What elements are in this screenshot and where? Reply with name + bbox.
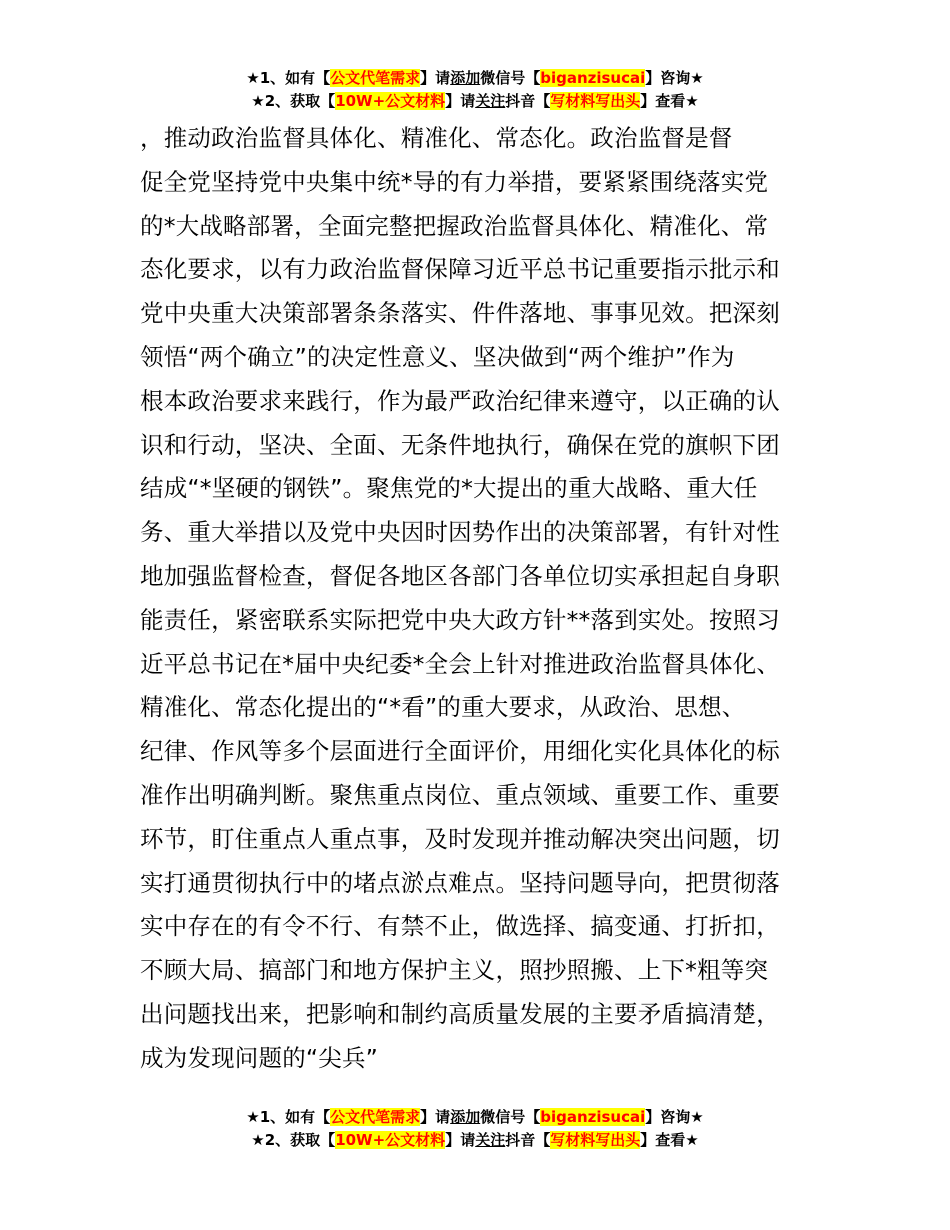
body-line: 能责任，紧密联系实际把党中央大政方针**落到实处。按照习 bbox=[140, 605, 781, 634]
document-body bbox=[140, 117, 816, 1081]
footer-highlight-douyin-account: 写材料写出头 bbox=[550, 1131, 641, 1149]
header-highlight-wechat-id: biganzisucai bbox=[540, 69, 646, 87]
header-line-1-prefix: ★1、如有【 bbox=[246, 69, 331, 87]
footer-line-1-suffix: 】咨询★ bbox=[645, 1108, 704, 1126]
footer-line-1-prefix: ★1、如有【 bbox=[246, 1108, 331, 1126]
header-line-1-text-2: 微信号【 bbox=[480, 69, 541, 87]
header-line-2-text-2: 抖音【 bbox=[505, 92, 551, 110]
header-highlight-douyin-account: 写材料写出头 bbox=[550, 92, 641, 110]
body-line: 地加强监督检查，督促各地区各部门各单位切实承担起自身职 bbox=[140, 561, 780, 590]
body-line: 的*大战略部署，全面完整把握政治监督具体化、精准化、常 bbox=[140, 211, 769, 240]
body-line: 成为发现问题的“尖兵” bbox=[140, 1043, 379, 1072]
body-line: 准作出明确判断。聚焦重点岗位、重点领域、重要工作、重要 bbox=[140, 780, 780, 809]
header-banner bbox=[0, 67, 950, 113]
body-line: 态化要求，以有力政治监督保障习近平总书记重要指示批示和 bbox=[140, 255, 780, 284]
body-line: 出问题找出来，把影响和制约高质量发展的主要矛盾搞清楚， bbox=[140, 999, 780, 1028]
footer-line-2-text-2: 抖音【 bbox=[505, 1131, 551, 1149]
body-line: 实打通贯彻执行中的堵点淤点难点。坚持问题导向，把贯彻落 bbox=[140, 868, 780, 897]
footer-highlight-writing-service: 公文代笔需求 bbox=[330, 1108, 421, 1126]
footer-line-2-prefix: ★2、获取【 bbox=[251, 1131, 336, 1149]
footer-banner bbox=[0, 1106, 950, 1152]
footer-underline-follow: 关注 bbox=[475, 1131, 506, 1149]
body-line: 近平总书记在*届中央纪委*全会上针对推进政治监督具体化、 bbox=[140, 649, 781, 678]
footer-line-2-text: 】请 bbox=[445, 1131, 476, 1149]
body-line: 实中存在的有令不行、有禁不止，做选择、搞变通、打折扣， bbox=[140, 912, 780, 941]
body-line: 不顾大局、搞部门和地方保护主义，照抄照搬、上下*粗等突 bbox=[140, 956, 769, 985]
header-underline-add: 添加 bbox=[450, 69, 481, 87]
footer-line-2-suffix: 】查看★ bbox=[640, 1131, 699, 1149]
footer-line-1 bbox=[0, 1106, 950, 1129]
header-underline-follow: 关注 bbox=[475, 92, 506, 110]
footer-highlight-materials: 10W+公文材料 bbox=[335, 1131, 446, 1149]
footer-highlight-wechat-id: biganzisucai bbox=[540, 1108, 646, 1126]
footer-underline-add: 添加 bbox=[450, 1108, 481, 1126]
body-line: 根本政治要求来践行，作为最严政治纪律来遵守，以正确的认 bbox=[140, 386, 780, 415]
body-line: 精准化、常态化提出的“*看”的重大要求，从政治、思想、 bbox=[140, 693, 746, 722]
header-line-2-suffix: 】查看★ bbox=[640, 92, 699, 110]
body-line: 环节，盯住重点人重点事，及时发现并推动解决突出问题，切 bbox=[140, 824, 780, 853]
body-line: 党中央重大决策部署条条落实、件件落地、事事见效。把深刻 bbox=[140, 299, 780, 328]
body-line: 促全党坚持党中央集中统*导的有力举措，要紧紧围绕落实党 bbox=[140, 167, 769, 196]
header-line-1-text: 】请 bbox=[420, 69, 451, 87]
header-highlight-writing-service: 公文代笔需求 bbox=[330, 69, 421, 87]
body-line: 领悟“两个确立”的决定性意义、坚决做到“两个维护”作为 bbox=[140, 342, 735, 371]
header-line-2 bbox=[0, 90, 950, 113]
footer-line-2 bbox=[0, 1129, 950, 1152]
footer-line-1-text: 】请 bbox=[420, 1108, 451, 1126]
header-line-1-suffix: 】咨询★ bbox=[645, 69, 704, 87]
body-line: 务、重大举措以及党中央因时因势作出的决策部署，有针对性 bbox=[140, 518, 780, 547]
header-line-1 bbox=[0, 67, 950, 90]
body-line: 结成“*坚硬的钢铁”。聚焦党的*大提出的重大战略、重大任 bbox=[140, 474, 758, 503]
footer-line-1-text-2: 微信号【 bbox=[480, 1108, 541, 1126]
body-line: 识和行动，坚决、全面、无条件地执行，确保在党的旗帜下团 bbox=[140, 430, 780, 459]
header-highlight-materials: 10W+公文材料 bbox=[335, 92, 446, 110]
header-line-2-text: 】请 bbox=[445, 92, 476, 110]
body-line: 纪律、作风等多个层面进行全面评价，用细化实化具体化的标 bbox=[140, 737, 780, 766]
header-line-2-prefix: ★2、获取【 bbox=[251, 92, 336, 110]
body-line: ，推动政治监督具体化、精准化、常态化。政治监督是督 bbox=[140, 124, 733, 152]
